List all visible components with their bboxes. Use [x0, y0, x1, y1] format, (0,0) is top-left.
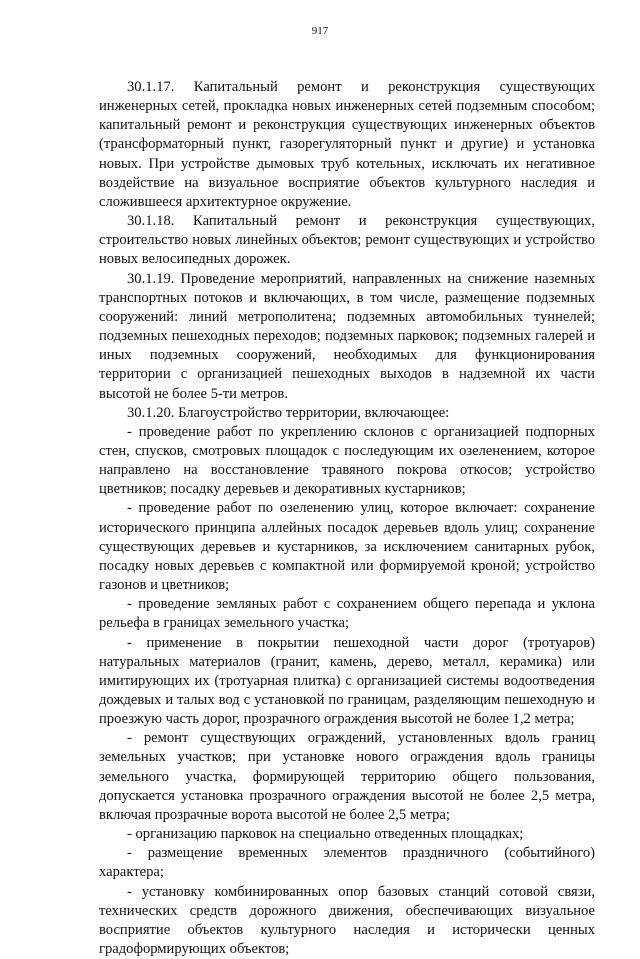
list-item-earthworks: - проведение земляных работ с сохранением общего перепада и уклона рельефа в границах земельного участка;	[99, 596, 595, 632]
list-item-fences: - ремонт существующих ограждений, установленных вдоль границ земельных участков; при установке нового ограждения вдоль границы земельного участка, формирующей территорию общего пользования, допускается установка прозрачного ограждения высотой не более 2,5 метра, включая прозрачные ворота высотой не более 2,5 метра;	[99, 730, 595, 823]
list-item-greening: - проведение работ по озеленению улиц, которое включает: сохранение исторического принципа аллейных посадок деревьев вдоль улиц; сохранение существующих деревьев и кустарников, за исключением санитарных рубок, посадку новых деревьев с компактной или формируемой кроной; устройство газонов и цветников;	[99, 500, 595, 594]
list-item-paving: - применение в покрытии пешеходной части дорог (тротуаров) натуральных материалов (гранит, камень, дерево, металл, керамика) или имитирующих их (тротуарная плитка) с организацией системы водоотведения дождевых и талых вод с установкой по границам, разделяющим пешеходную и проезжую часть дорог, прозрачного ограждения высотой не более 1,2 метра;	[99, 634, 595, 728]
paragraph-30-1-18: 30.1.18. Капитальный ремонт и реконструкция существующих, строительство новых линейных объектов; ремонт существующих и устройство новых велосипедных дорожек.	[99, 213, 595, 268]
list-item-parking: - организацию парковок на специально отведенных площадках;	[127, 826, 524, 843]
list-item-cell-towers: - установку комбинированных опор базовых станций сотовой связи, технических средств дорожного движения, обеспечивающих визуальное восприятие объектов культурного наследия и исторически ценных градоформирующих объектов;	[99, 883, 595, 958]
page-number: 917	[311, 25, 329, 37]
document-body	[99, 78, 595, 959]
list-item-temporary-elements: - размещение временных элементов праздничного (событийного) характера;	[99, 845, 595, 881]
paragraph-30-1-20: 30.1.20. Благоустройство территории, включающее:	[127, 404, 450, 421]
paragraph-30-1-17: 30.1.17. Капитальный ремонт и реконструкция существующих инженерных сетей, прокладка новых инженерных сетей подземным способом; капитальный ремонт и реконструкция существующих инженерных объектов (трансформаторный пункт, газорегуляторный пункт и другие) и установка новых. При устройстве дымовых труб котельных, исключать их негативное воздействие на визуальное восприятие объектов культурного наследия и сложившееся архитектурное окружение.	[99, 79, 595, 210]
list-item-slopes: - проведение работ по укреплению склонов с организацией подпорных стен, спусков, смотровых площадок с последующим их озеленением, которое направлено на восстановление травяного покрова откосов; устройство цветников; посадку деревьев и декоративных кустарников;	[99, 423, 595, 498]
paragraph-30-1-19: 30.1.19. Проведение мероприятий, направленных на снижение наземных транспортных потоков и включающих, в том числе, размещение подземных сооружений: линий метрополитена; подземных автомобильных туннелей; подземных пешеходных переходов; подземных парковок; подземных галерей и иных подземных сооружений, необходимых для функционирования территории с организацией пешеходных выходов в надземной их части высотой не более 5-ти метров.	[99, 270, 595, 402]
